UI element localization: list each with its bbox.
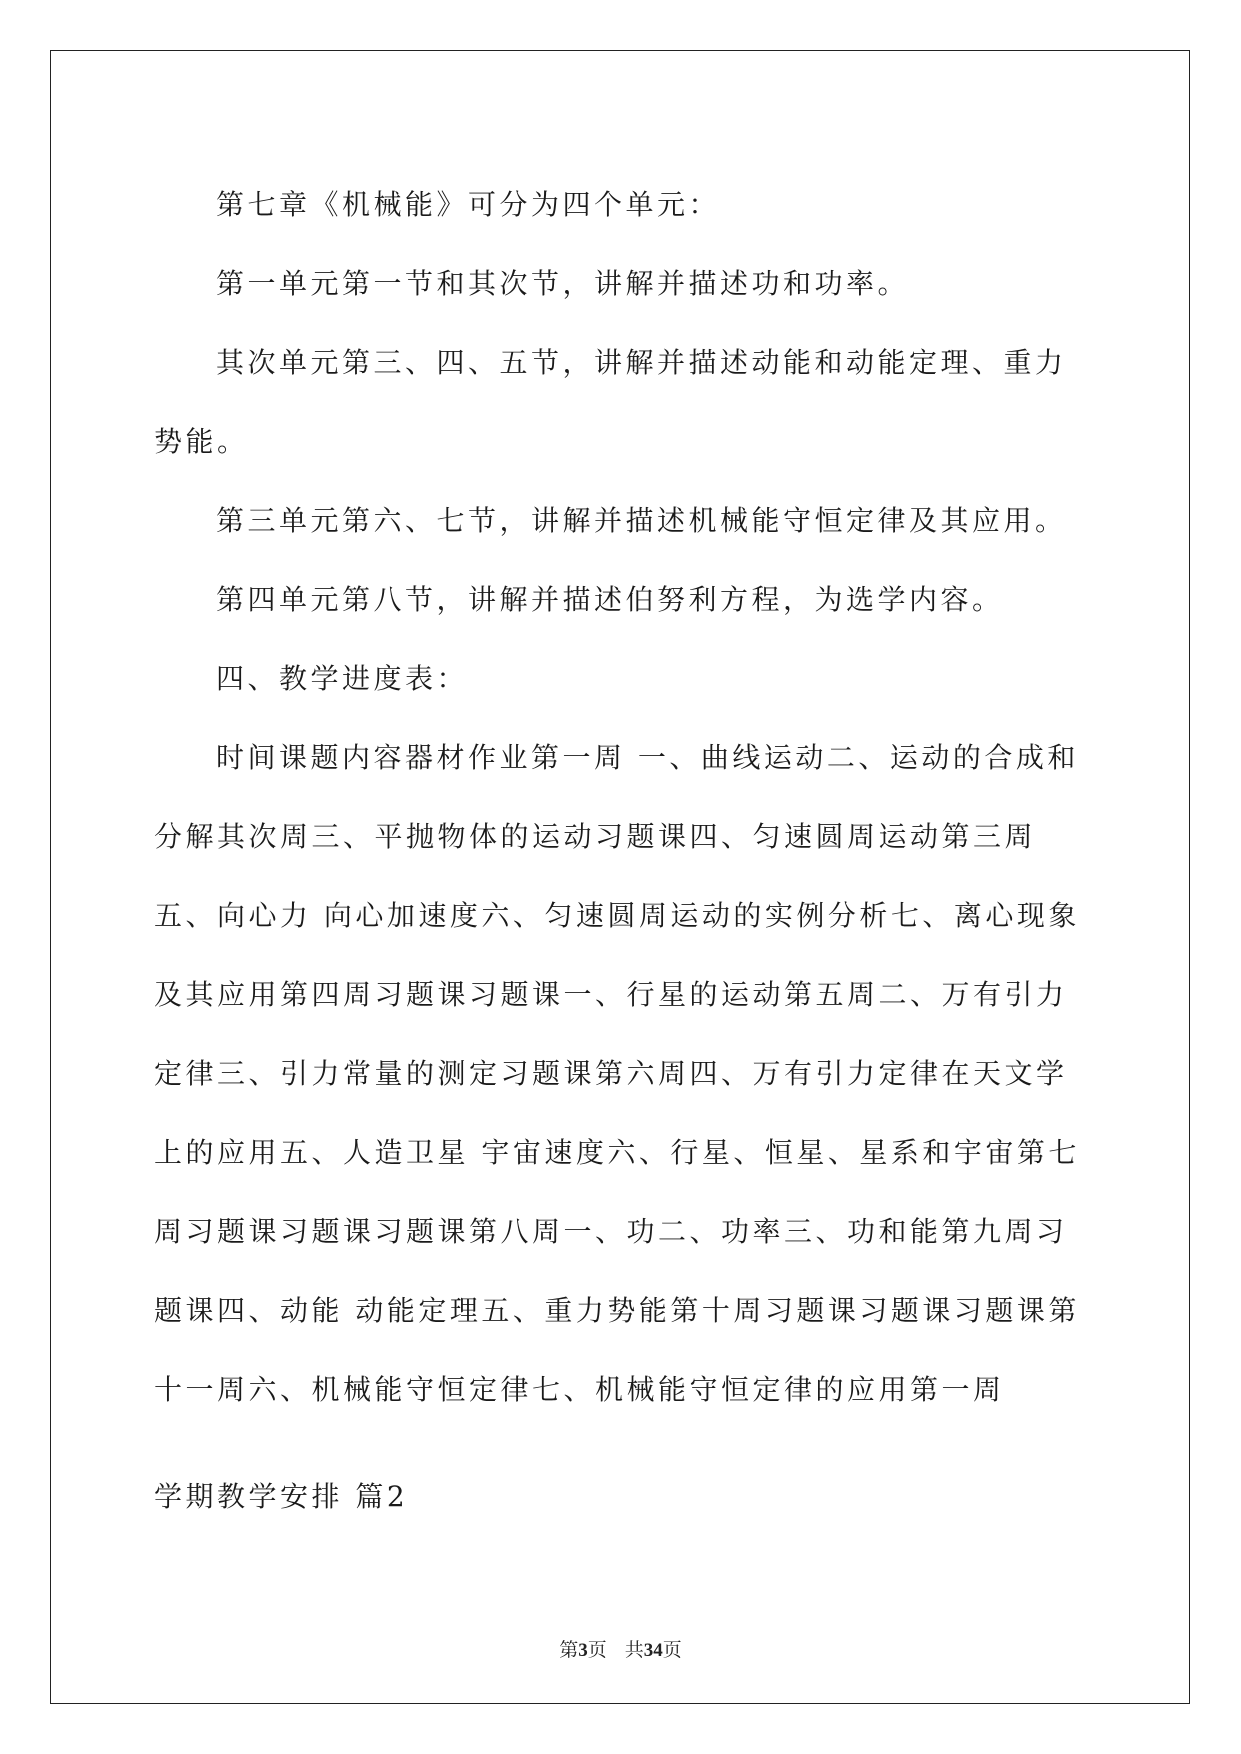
footer-page-suffix: 页: [587, 1639, 607, 1661]
paragraph-unit-1: 第一单元第一节和其次节，讲解并描述功和功率。: [216, 267, 910, 300]
footer-page-number: 3: [578, 1640, 588, 1661]
section-heading: 学期教学安排 篇2: [154, 1480, 409, 1513]
paragraph-unit-4: 第四单元第八节，讲解并描述伯努利方程，为选学内容。: [216, 583, 1004, 616]
paragraph-unit-3: 第三单元第六、七节，讲解并描述机械能守恒定律及其应用。: [216, 504, 1067, 537]
page-footer: [0, 1638, 1241, 1663]
footer-page-prefix: 第: [559, 1639, 579, 1661]
document-body: [154, 165, 1088, 1429]
footer-total-prefix: 共: [624, 1639, 644, 1661]
footer-total-suffix: 页: [662, 1639, 682, 1661]
footer-total-pages: 34: [643, 1640, 663, 1661]
paragraph-schedule-heading: 四、教学进度表：: [216, 662, 469, 695]
paragraph-chapter-intro: 第七章《机械能》可分为四个单元：: [216, 188, 721, 221]
paragraph-schedule-table: 时间课题内容器材作业第一周 一、曲线运动二、运动的合成和分解其次周三、平抛物体的运动习题课四、匀速圆周运动第三周五、向心力 向心加速度六、匀速圆周运动的实例分析七、离心现象及其应用第四周习题课习题课一、行星的运动第五周二、万有引力定律三、引力常量的测定习题课第六周四、万有引力定律在天文学上的应用五、人造卫星 宇宙速度六、行星、恒星、星系和宇宙第七周习题课习题课习题课第八周一、功二、功率三、功和能第九周习题课四、动能 动能定理五、重力势能第十周习题课习题课习题课第十一周六、机械能守恒定律七、机械能守恒定律的应用第一周: [154, 741, 1080, 1406]
paragraph-unit-2: 其次单元第三、四、五节，讲解并描述动能和动能定理、重力势能。: [154, 346, 1067, 458]
